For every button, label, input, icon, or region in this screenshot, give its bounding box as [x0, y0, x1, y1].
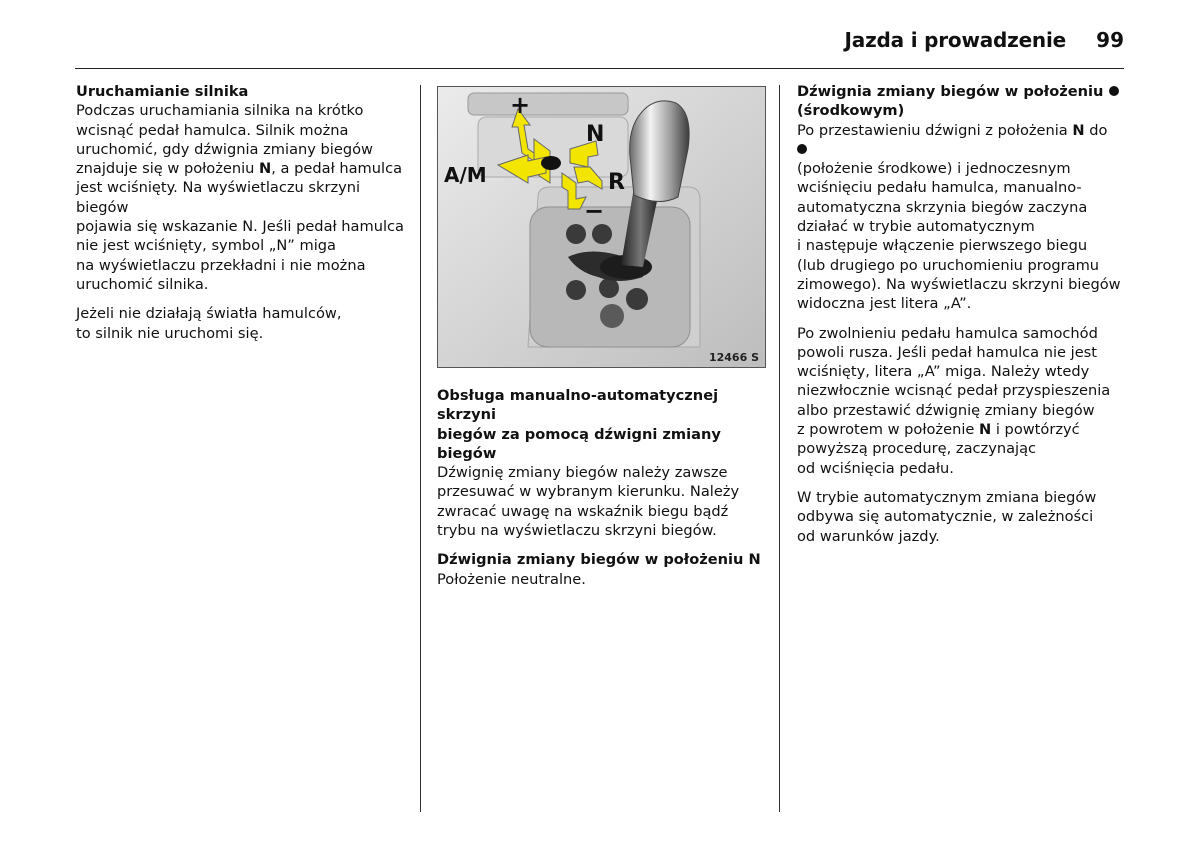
- text-fragment: Podczas uruchamiania silnika na krótko wcisnąć pedał hamulca. Silnik można uruchomić, gdy dźwignia zmiany biegów znajduje się w położeniu: [76, 102, 373, 178]
- bold-position-n: N: [259, 160, 272, 178]
- column-middle-position: [797, 82, 1122, 556]
- text-fragment: Po przestawieniu dźwigni z położenia: [797, 121, 1073, 139]
- heading-position-n: Dźwignia zmiany biegów w położeniu N: [437, 551, 761, 569]
- paragraph-automatic-shifting: W trybie automatycznym zmiana biegów odbywa się automatycznie, w zależności od warunków jazdy.: [797, 488, 1097, 545]
- paragraph-shift-direction: Dźwignię zmiany biegów należy zawsze przesuwać w wybranym kierunku. Należy zwracać uwagę na wskaźnik biegu bądź trybu na wyświetlaczu skrzyni biegów.: [437, 464, 740, 540]
- bullet-dot-icon: [797, 144, 807, 154]
- paragraph-brake-lights: Jeżeli nie działają światła hamulców, to silnik nie uruchomi się.: [76, 305, 342, 342]
- text-fragment: Dźwignia zmiany biegów w położeniu: [797, 83, 1109, 100]
- heading-middle-position: [797, 82, 1122, 121]
- text-fragment: (położenie środkowe) i jednoczesnym wciśnięciu pedału hamulca, manualno- automatyczna skrzynia biegów zaczyna działać w trybie automatycznym i następuje włączenie pierwszego biegu (lub drugiego po uruchomieniu programu zimowego). Na wyświetlaczu skrzyni biegów widoczna jest litera „A”.: [797, 160, 1121, 313]
- paragraph-automatic-mode-start: [797, 121, 1122, 314]
- gear-selector-illustration: [438, 87, 765, 367]
- heading-manual-automatic: Obsługa manualno-automatycznej skrzyni biegów za pomocą dźwigni zmiany biegów: [437, 387, 721, 462]
- column-divider-right: [779, 85, 780, 812]
- page-header: [0, 28, 1124, 58]
- paragraph-engine-start: [76, 101, 406, 294]
- text-fragment: Po zwolnieniu pedału hamulca samochód powoli rusza. Jeśli pedał hamulca nie jest wciśnięty, litera „A” miga. Należy wtedy niezwłocznie wcisnąć pedał przyspieszenia albo przestawić dźwignię zmiany biegów z powrotem w położenie: [797, 324, 1111, 439]
- label-am: A/M: [444, 163, 487, 187]
- text-fragment: i powtórzyć powyższą procedurę, zaczynając od wciśnięcia pedału.: [797, 421, 1080, 477]
- paragraph-neutral: Położenie neutralne.: [437, 570, 586, 588]
- heading-engine-start: Uruchamianie silnika: [76, 83, 249, 100]
- bold-position-n: N: [1072, 121, 1085, 139]
- label-r: R: [608, 170, 625, 195]
- paragraph-brake-release: [797, 324, 1122, 478]
- gear-selector-figure: [437, 86, 766, 368]
- section-title: Jazda i prowadzenie: [844, 28, 1066, 52]
- bold-position-n: N: [979, 421, 992, 439]
- label-plus: +: [510, 91, 531, 119]
- column-divider-left: [420, 85, 421, 812]
- page-number: 99: [1096, 28, 1124, 52]
- label-minus: −: [584, 197, 605, 225]
- figure-code: 12466 S: [708, 351, 759, 364]
- header-rule: [75, 68, 1124, 69]
- text-fragment: (środkowym): [797, 102, 905, 120]
- text-fragment: do: [1084, 121, 1108, 139]
- label-n: N: [586, 122, 605, 147]
- bullet-dot-icon: [1109, 86, 1119, 96]
- column-manual-operation: [437, 386, 767, 599]
- neutral-dot: [541, 156, 561, 170]
- text-fragment: , a pedał hamulca jest wciśnięty. Na wyświetlaczu skrzyni biegów pojawia się wskazanie N. Jeśli pedał hamulca nie jest wciśnięty, symbol „N” miga na wyświetlaczu przekładni i nie można uruchomić silnika.: [76, 160, 404, 293]
- column-engine-start: [76, 82, 406, 353]
